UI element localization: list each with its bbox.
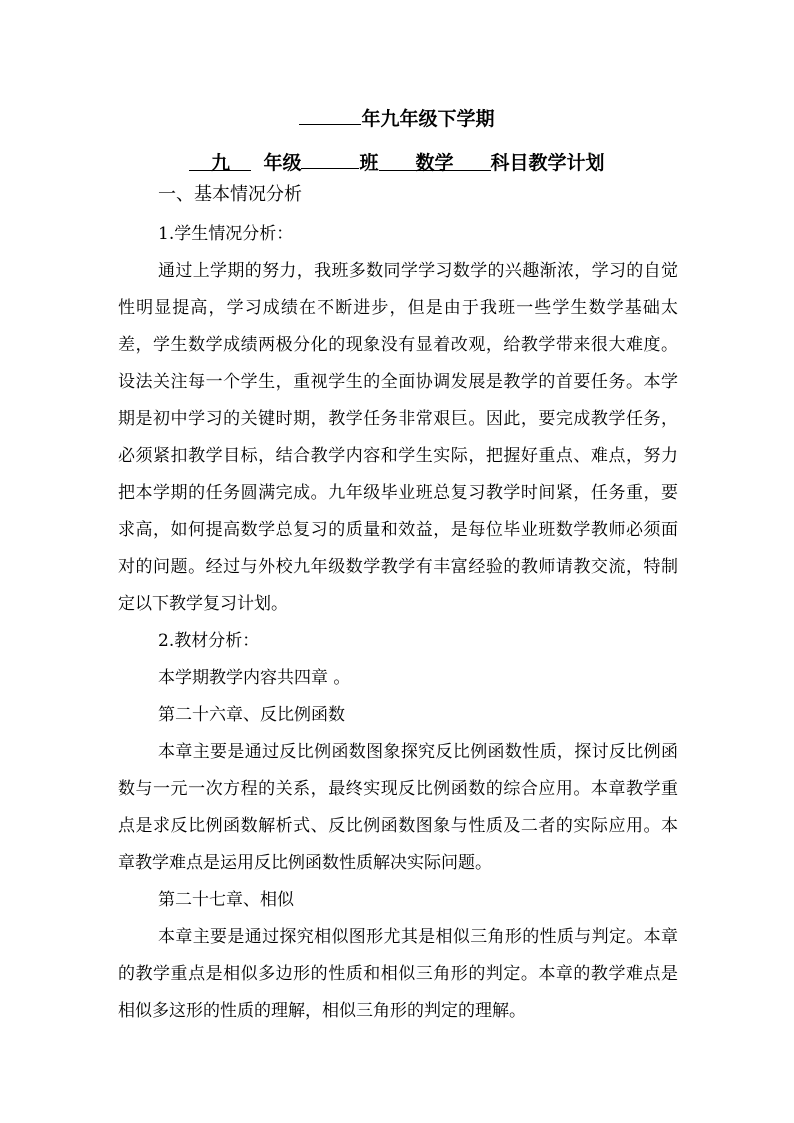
title-semester-line [0, 102, 794, 134]
plan-label: 科目教学计划 [490, 152, 605, 174]
year-blank [299, 102, 361, 125]
chapter-27-title: 第二十七章、相似 [158, 890, 294, 910]
material-intro: 本学期教学内容共四章 。 [158, 668, 351, 688]
section-heading-basic-analysis: 一、基本情况分析 [158, 184, 302, 205]
student-analysis-paragraph: 通过上学期的努力，我班多数同学学习数学的兴趣渐浓，学习的自觉性明显提高，学习成绩在不断进步，但是由于我班一些学生数学基础太差，学生数学成绩两极分化的现象没有显着改观，给教学带来很大难度。设法关注每一个学生，重视学生的全面协调发展是教学的首要任务。本学期是初中学习的关键时期，教学任务非常艰巨。因此，要完成教学任务，必须紧扣教学目标，结合教学内容和学生实际，把握好重点、难点，努力把本学期的任务圆满完成。九年级毕业班总复习教学时间紧，任务重，要求高，如何提高数学总复习的质量和效益，是每位毕业班数学教师必须面对的问题。经过与外校九年级数学教学有丰富经验的教师请教交流，特制定以下教学复习计划。 [118, 261, 678, 614]
class-label: 班 [359, 152, 379, 174]
student-analysis-heading: 1.学生情况分析： [158, 224, 294, 244]
chapter-27-paragraph: 本章主要是通过探究相似图形尤其是相似三角形的性质与判定。本章的教学重点是相似多边形的性质和相似三角形的判定。本章的教学难点是相似多这形的性质的理解，相似三角形的判定的理解。 [118, 927, 678, 1021]
title-plan-line [0, 146, 794, 178]
grade-label: 年级 [263, 152, 302, 174]
material-analysis-heading: 2.教材分析： [158, 631, 260, 651]
grade-blank: 九 [189, 148, 251, 171]
chapter-26-paragraph: 本章主要是通过反比例函数图象探究反比例函数性质，探讨反比例函数与一元一次方程的关系，最终实现反比例函数的综合应用。本章教学重点是求反比例函数解析式、反比例函数图象与性质及二者的实际应用。本章教学难点是运用反比例函数性质解决实际问题。 [118, 742, 678, 873]
class-blank [301, 146, 359, 169]
title-semester-text: 年九年级下学期 [361, 108, 495, 130]
chapter-26-title: 第二十六章、反比例函数 [158, 705, 345, 725]
subject-blank: 数学 [379, 148, 491, 171]
document-body [118, 216, 678, 1030]
